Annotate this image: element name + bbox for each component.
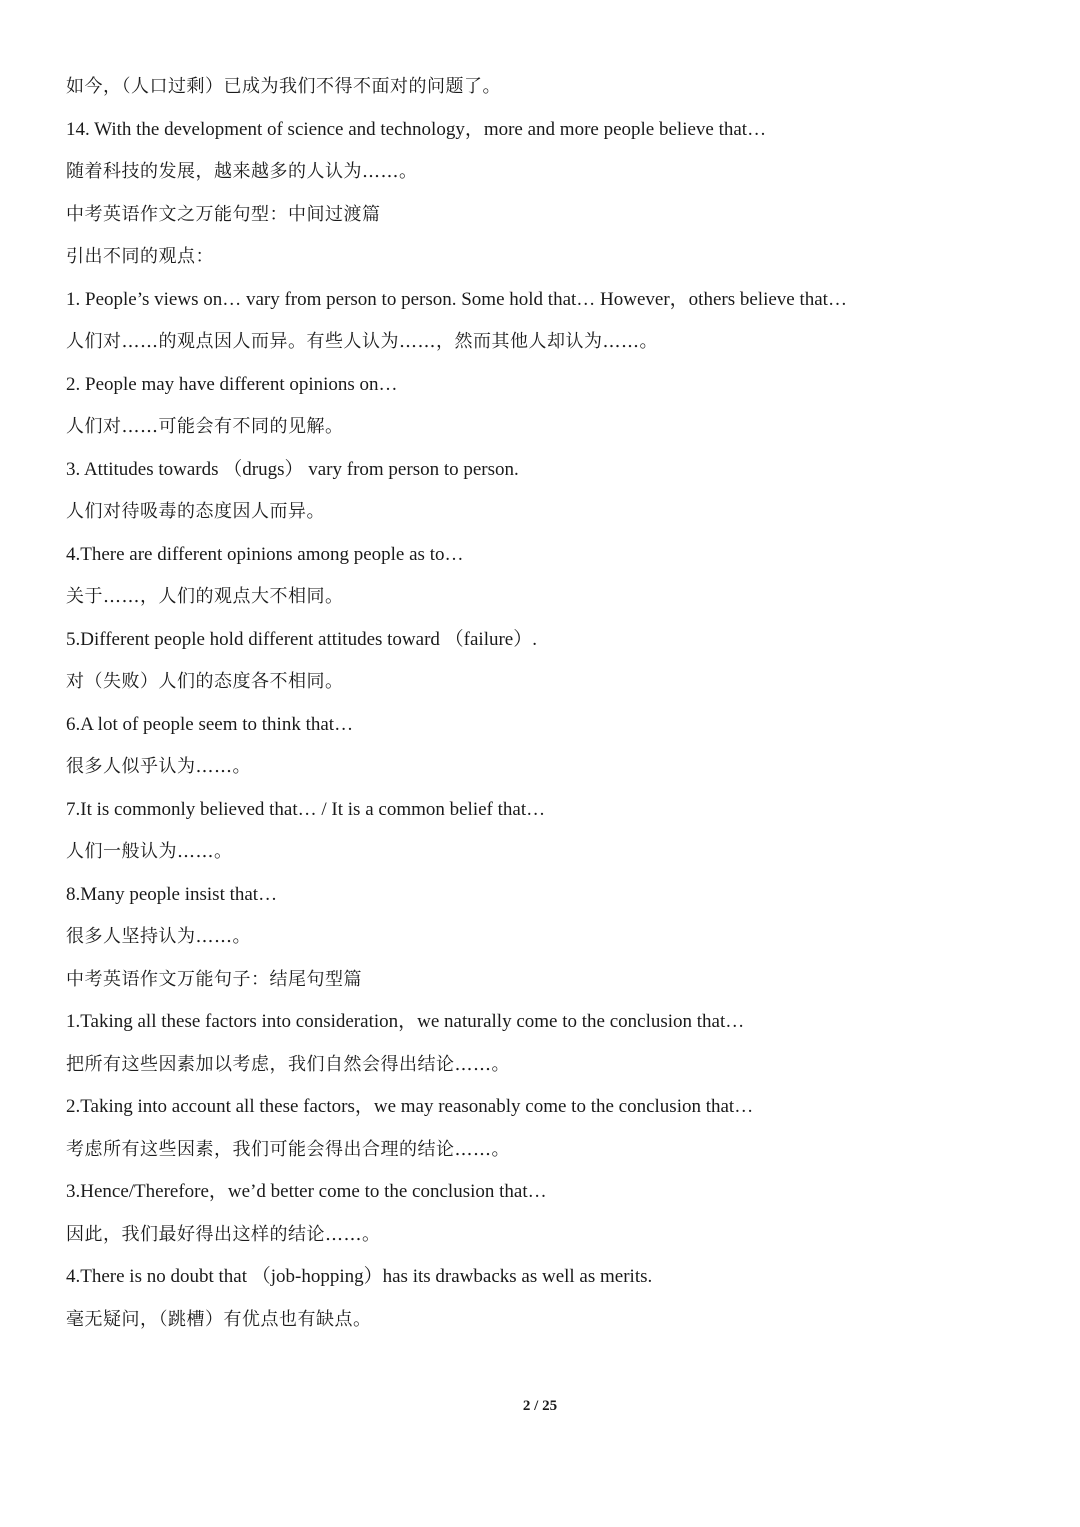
text-line: 3. Attitudes towards （drugs） vary from person to person.: [66, 458, 519, 480]
section-heading: 中考英语作文之万能句型：中间过渡篇: [66, 203, 381, 225]
text-line: 14. With the development of science and technology，more and more people believe that…: [66, 118, 767, 140]
text-line: 7.It is commonly believed that… / It is a common belief that…: [66, 798, 546, 820]
text-line: 6.A lot of people seem to think that…: [66, 713, 354, 735]
text-line: 因此，我们最好得出这样的结论……。: [66, 1223, 381, 1245]
document-body: [66, 66, 1026, 1341]
text-line: 对（失败）人们的态度各不相同。: [66, 671, 344, 692]
text-line: 关于……，人们的观点大不相同。: [66, 586, 344, 607]
text-line: 人们对……可能会有不同的见解。: [66, 416, 344, 437]
text-line: 人们对……的观点因人而异。有些人认为……，然而其他人却认为……。: [66, 331, 658, 352]
text-line: 很多人坚持认为……。: [66, 926, 251, 947]
text-line: 8.Many people insist that…: [66, 883, 278, 905]
text-line: 人们对待吸毒的态度因人而异。: [66, 501, 325, 522]
text-line: 如今，（人口过剩）已成为我们不得不面对的问题了。: [66, 76, 501, 97]
text-line: 考虑所有这些因素，我们可能会得出合理的结论……。: [66, 1138, 510, 1160]
section-heading: 中考英语作文万能句子：结尾句型篇: [66, 968, 362, 990]
text-line: 随着科技的发展，越来越多的人认为……。: [66, 161, 418, 182]
text-line: 毫无疑问，（跳槽）有优点也有缺点。: [66, 1308, 372, 1330]
text-line: 1. People’s views on… vary from person to person. Some hold that… However，others believe that…: [66, 288, 847, 310]
page-number: 2 / 25: [522, 1398, 558, 1414]
text-line: 把所有这些因素加以考虑，我们自然会得出结论……。: [66, 1053, 510, 1075]
text-line: 5.Different people hold different attitudes toward （failure）.: [66, 628, 537, 650]
text-line: 人们一般认为……。: [66, 841, 233, 862]
subsection-heading: 引出不同的观点：: [66, 246, 214, 267]
text-line: 4.There is no doubt that （job-hopping）has its drawbacks as well as merits.: [66, 1266, 653, 1287]
text-line: 2. People may have different opinions on…: [66, 373, 398, 395]
text-line: 3.Hence/Therefore，we’d better come to the conclusion that…: [66, 1181, 547, 1202]
text-line: 4.There are different opinions among people as to…: [66, 543, 464, 565]
text-line: 很多人似乎认为……。: [66, 756, 251, 777]
text-line: 1.Taking all these factors into consideration，we naturally come to the conclusion that…: [66, 1011, 745, 1032]
text-line: 2.Taking into account all these factors，we may reasonably come to the conclusion that…: [66, 1096, 754, 1117]
